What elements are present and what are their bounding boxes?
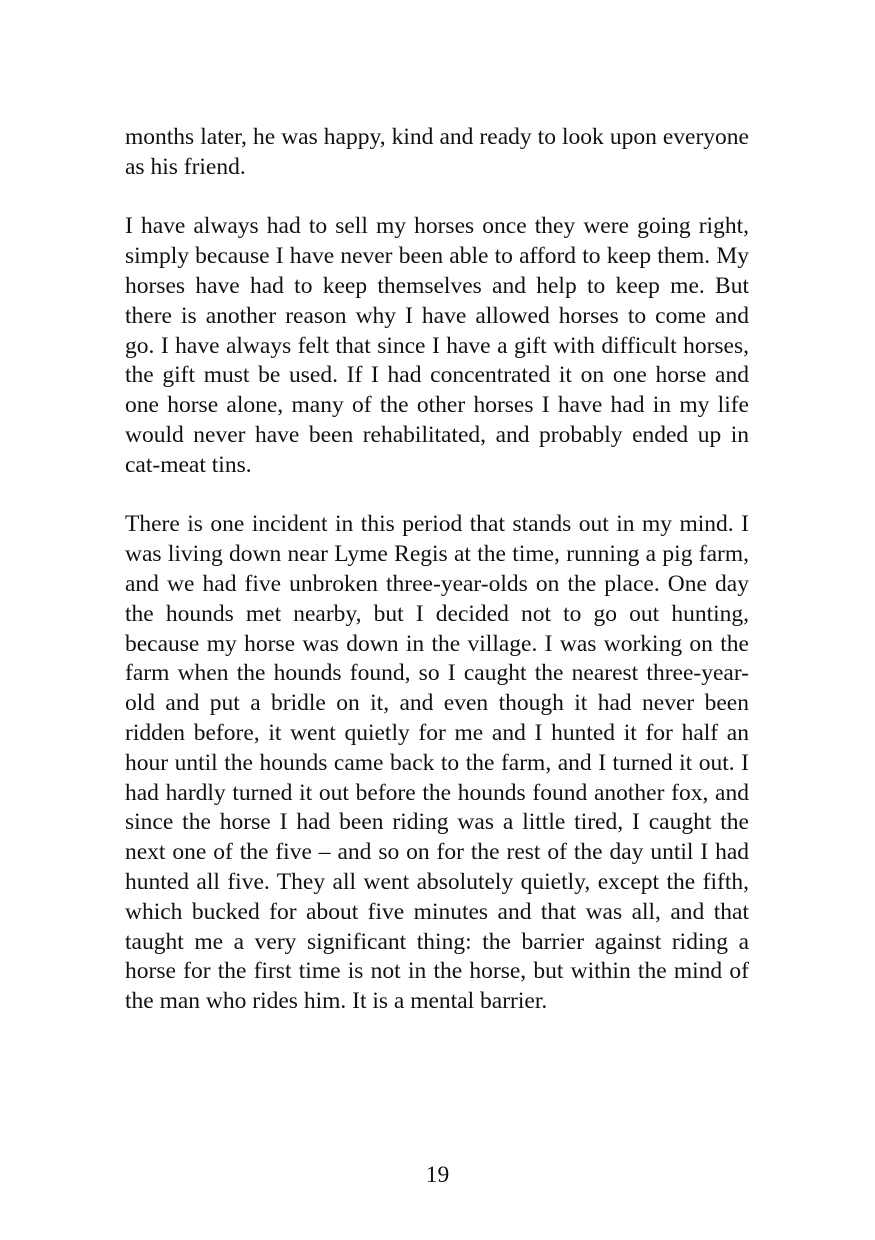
paragraph-selling-horses: I have always had to sell my horses once they were going right, simply because I have never been able to afford to keep them. My horses have had to keep themselves and help to keep me. But there is another reason why I have allowed horses to come and go. I have always felt that since I have a gift with difficult horses, the gift must be used. If I had concentrated it on one horse and one horse alone, many of the other horses I have had in my life would never have been rehabilitated, and probably ended up in cat-meat tins. [125,213,749,478]
body-text [125,123,749,1047]
paragraph-hunting-incident: There is one incident in this period that stands out in my mind. I was living down near Lyme Regis at the time, running a pig farm, and we had five unbroken three-year-olds on the place. One day the hounds met nearby, but I decided not to go out hunting, because my horse was down in the village. I was working on the farm when the hounds found, so I caught the nearest three-year-old and put a bridle on it, and even though it had never been ridden before, it went quietly for me and I hunted it for half an hour until the hounds came back to the farm, and I turned it out. I had hardly turned it out before the hounds found another fox, and since the horse I had been riding was a little tired, I caught the next one of the five – and so on for the rest of the day until I had hunted all five. They all went absolutely quietly, except the fifth, which bucked for about five minutes and that was all, and that taught me a very significant thing: the barrier against riding a horse for the first time is not in the horse, but within the mind of the man who rides him. It is a mental barrier. [125,511,749,1015]
page-number: 19 [425,1162,450,1188]
paragraph-continuation: months later, he was happy, kind and ready to look upon everyone as his friend. [125,124,749,180]
